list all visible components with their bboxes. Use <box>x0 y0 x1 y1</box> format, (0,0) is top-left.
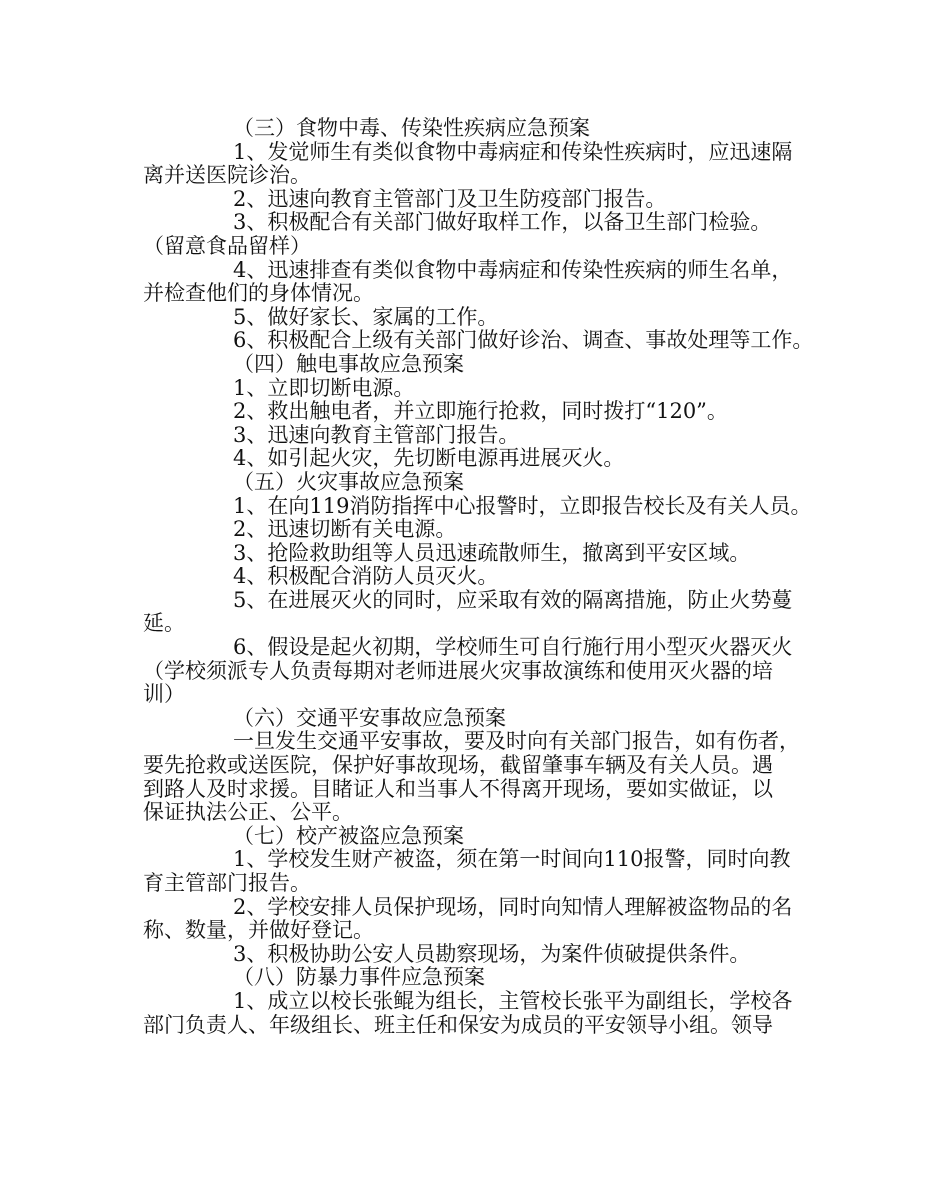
text-line: （四）触电事故应急预案 <box>233 351 464 376</box>
text-line: 训） <box>143 682 185 707</box>
text-line: 并检查他们的身体情况。 <box>143 281 374 306</box>
text-line: 育主管部门报告。 <box>143 871 311 895</box>
text-line: 4、如引起火灾，先切断电源再进展灭火。 <box>233 446 625 471</box>
text-line: 2、迅速向教育主管部门及卫生防疫部门报告。 <box>233 186 667 211</box>
text-line: 要先抢救或送医院，保护好事故现场，截留肇事车辆及有关人员。遇 <box>143 753 773 778</box>
text-line: 3、积极配合有关部门做好取样工作，以备卫生部门检验。 <box>233 210 772 235</box>
text-line: （学校须派专人负责每期对老师进展火灾事故演练和使用灭火器的培 <box>143 658 773 683</box>
text-line: 1、成立以校长张鲲为组长，主管校长张平为副组长，学校各 <box>233 988 793 1013</box>
text-line: （七）校产被盗应急预案 <box>233 823 464 848</box>
text-line: 3、积极协助公安人员勘察现场，为案件侦破提供条件。 <box>233 941 751 966</box>
text-line: 3、抢险救助组等人员迅速疏散师生，撤离到平安区域。 <box>233 540 751 565</box>
text-line: 保证执法公正、公平。 <box>143 800 353 825</box>
text-line: 1、学校发生财产被盗，须在第一时间向110报警，同时向教 <box>233 847 791 872</box>
text-line: 5、做好家长、家属的工作。 <box>233 304 499 329</box>
text-line: 一旦发生交通平安事故，要及时向有关部门报告，如有伤者， <box>233 729 800 754</box>
text-line: 6、假设是起火初期，学校师生可自行施行用小型灭火器灭火 <box>233 635 793 660</box>
text-line: 2、迅速切断有关电源。 <box>233 517 457 542</box>
text-line: 3、迅速向教育主管部门报告。 <box>233 422 520 447</box>
text-line: 延。 <box>143 611 185 636</box>
text-line: 4、迅速排查有类似食物中毒病症和传染性疾病的师生名单， <box>233 257 793 282</box>
text-line: （三）食物中毒、传染性疾病应急预案 <box>233 116 590 140</box>
text-line: （五）火灾事故应急预案 <box>233 469 464 494</box>
text-line: 5、在进展灭火的同时，应采取有效的隔离措施，防止火势蔓 <box>233 587 793 612</box>
text-line: 到路人及时求援。目睹证人和当事人不得离开现场，要如实做证，以 <box>143 776 773 801</box>
document-body <box>143 117 823 1037</box>
text-line: 离并送医院诊治。 <box>143 163 311 188</box>
text-line: 1、发觉师生有类似食物中毒病症和传染性疾病时，应迅速隔 <box>233 139 793 164</box>
text-line: 部门负责人、年级组长、班主任和保安为成员的平安领导小组。领导 <box>143 1012 773 1037</box>
text-line: 1、在向119消防指挥中心报警时，立即报告校长及有关人员。 <box>233 493 812 518</box>
text-line: 2、救出触电者，并立即施行抢救，同时拨打“120”。 <box>233 399 728 424</box>
text-line: （八）防暴力事件应急预案 <box>233 965 485 990</box>
text-line: （六）交通平安事故应急预案 <box>233 705 506 730</box>
text-line: 称、数量，并做好登记。 <box>143 918 374 943</box>
text-line: 2、学校安排人员保护现场，同时向知情人理解被盗物品的名 <box>233 894 793 919</box>
text-line: 1、立即切断电源。 <box>233 375 415 400</box>
text-line: 4、积极配合消防人员灭火。 <box>233 564 499 589</box>
text-line: （留意食品留样） <box>143 233 311 258</box>
text-line: 6、积极配合上级有关部门做好诊治、调查、事故处理等工作。 <box>233 328 814 353</box>
